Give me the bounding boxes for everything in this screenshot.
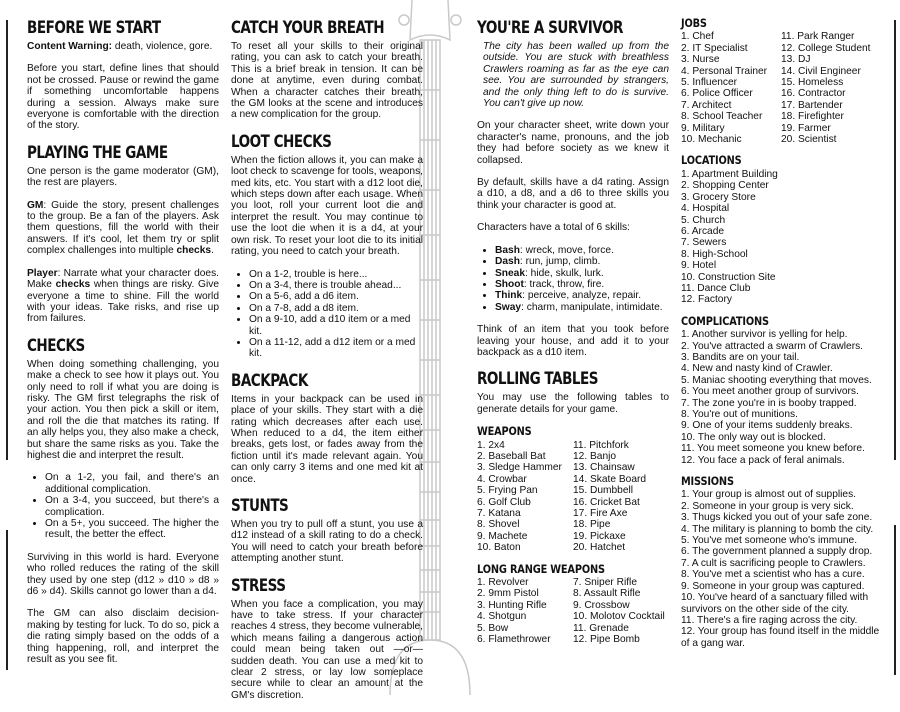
list-item: 8. Assault Rifle: [573, 588, 641, 600]
list-item: 2. Baseball Bat: [477, 450, 546, 462]
list-item: 7. A cult is sacrificing people to Crawlers.: [681, 557, 866, 569]
list-item: • Sway: charm, manipulate, intimidate.: [495, 302, 669, 313]
gm-disclaim-paragraph: The GM can also disclaim decision-making by testing for luck. To do so, pick a die rating simply based on the odds of a thing happening, roll, and interpret the result as you see fit.: [27, 608, 219, 666]
list-item: 4. Crowbar: [477, 473, 527, 485]
right-border: [894, 20, 896, 460]
list-item: 12. Factory: [681, 294, 732, 306]
list-item: • On a 11-12, add a d12 item or a med kit.: [249, 337, 423, 360]
checks-paragraph: When doing something challenging, you make a check to see how it plays out. You only need to roll if what you are doing is risky. The GM first telegraphs the risk of your action. You then pick a skill or item, and roll the die that matches its rating. If an ally helps you, they also make a check, but share the same risks as you. Take the highest die and interpret the result.: [27, 358, 219, 461]
list-item: 6. Arcade: [681, 225, 725, 237]
list-item: • On a 3-4, there is trouble ahead...: [249, 280, 423, 291]
complications-title: COMPLICATIONS: [681, 313, 769, 328]
skills-list: [477, 245, 669, 313]
list-item: 3. Thugs kicked you out of your safe zone.: [681, 512, 873, 524]
player-text-2: when things are risky. Give everyone a time to shine. Fill the world with your ideas. Take risks, and rise up from failures.: [27, 279, 220, 325]
list-item: 9. Machete: [477, 530, 528, 542]
list-item: 1. Revolver: [477, 577, 529, 589]
list-item: 14. Civil Engineer: [781, 65, 861, 77]
list-item: 19. Pickaxe: [573, 530, 626, 542]
list-item: 8. You've met a scientist who has a cure.: [681, 569, 865, 581]
list-item: 19. Farmer: [781, 122, 831, 134]
loot-results-list: [231, 269, 423, 360]
list-item: 11. Dance Club: [681, 282, 751, 294]
missions-list: [681, 489, 881, 649]
list-item: 7. Sewers: [681, 237, 727, 249]
list-item: 12. College Student: [781, 42, 871, 54]
left-border-lower: [6, 530, 8, 670]
list-item: 10. Baton: [477, 542, 521, 554]
stress-title: STRESS: [231, 575, 286, 595]
catch-your-breath-title: CATCH YOUR BREATH: [231, 18, 385, 37]
list-item: • On a 9-10, add a d10 item or a med kit.: [249, 314, 423, 337]
content-warning: [27, 41, 219, 52]
jobs-table: [681, 31, 881, 145]
playing-the-game-title: PLAYING THE GAME: [27, 142, 168, 162]
jobs-title: JOBS: [681, 16, 707, 30]
locations-list: [681, 169, 881, 306]
list-item: 1. Your group is almost out of supplies.: [681, 489, 856, 501]
gm-checks: checks: [176, 245, 212, 257]
rolling-tables-title: ROLLING TABLES: [477, 369, 599, 389]
list-item: • On a 1-2, trouble is here...: [249, 269, 423, 280]
list-item: 9. One of your items suddenly breaks.: [681, 420, 853, 432]
weapons-title: WEAPONS: [477, 424, 532, 439]
list-item: 1. Another survivor is yelling for help.: [681, 329, 848, 341]
right-border-lower: [894, 525, 896, 675]
stunts-paragraph: When you try to pull off a stunt, you use a d12 instead of a skill rating to do a check. You will need to catch your breath before attempting another stunt.: [231, 519, 423, 565]
column-rules: [27, 18, 219, 676]
weapons-table: [477, 440, 669, 554]
list-item: 17. Bartender: [781, 99, 843, 111]
list-item: 2. You've attracted a swarm of Crawlers.: [681, 340, 864, 352]
list-item: • On a 3-4, you succeed, but there's a complication.: [45, 495, 219, 518]
list-item: 6. Golf Club: [477, 496, 531, 508]
list-item: 11. Grenade: [573, 622, 629, 634]
list-item: 1. Chef: [681, 31, 714, 43]
list-item: 3. Bandits are on your tail.: [681, 351, 800, 363]
list-item: 16. Cricket Bat: [573, 496, 640, 508]
player-label: Player: [27, 267, 58, 279]
list-item: • On a 5-6, add a d6 item.: [249, 291, 423, 302]
list-item: 7. Katana: [477, 508, 521, 519]
warning-label: Content Warning:: [27, 41, 113, 52]
player-checks: checks: [55, 279, 91, 291]
long-range-table: [477, 577, 669, 645]
list-item: 11. There's a fire raging across the city.: [681, 614, 858, 626]
list-item: 15. Dumbbell: [573, 485, 634, 497]
list-item: • Shoot: track, throw, fire.: [495, 279, 669, 290]
loot-checks-title: LOOT CHECKS: [231, 131, 332, 151]
long-range-weapons-title: LONG RANGE WEAPONS: [477, 561, 605, 576]
backpack-title: BACKPACK: [231, 370, 308, 390]
list-item: 5. Bow: [477, 622, 509, 634]
list-item: 4. Hospital: [681, 203, 730, 215]
before-paragraph: Before you start, define lines that should not be crossed. Pause or rewind the game if something uncomfortable happens during a session. Always make sure everyone is comfortable with the direction of the story.: [27, 63, 219, 132]
list-item: 5. Influencer: [681, 77, 738, 89]
list-item: 6. The government planned a supply drop.: [681, 546, 873, 558]
list-item: 3. Hunting Rifle: [477, 599, 547, 611]
playing-paragraph: One person is the game moderator (GM), the rest are players.: [27, 165, 219, 189]
stunts-title: STUNTS: [231, 496, 289, 515]
list-item: 15. Homeless: [781, 77, 844, 89]
list-item: 12. Your group has found itself in the middle of a gang war.: [681, 626, 880, 649]
list-item: 6. You meet another group of survivors.: [681, 386, 859, 398]
player-paragraph: [27, 268, 219, 325]
left-border: [6, 20, 8, 460]
column-survivor: [477, 18, 669, 645]
list-item: 12. Banjo: [573, 450, 617, 462]
list-item: 5. Maniac shooting everything that moves.: [681, 374, 872, 386]
player-text: : Narrate what your character does. Make: [27, 267, 219, 291]
list-item: 4. Personal Trainer: [681, 65, 768, 77]
list-item: 10. Molotov Cocktail: [573, 611, 665, 623]
list-item: • On a 7-8, add a d8 item.: [249, 303, 423, 314]
list-item: 8. Shovel: [477, 519, 520, 531]
survivor-title: YOU'RE A SURVIVOR: [477, 18, 623, 37]
loot-paragraph: When the fiction allows it, you can make a loot check to scavenge for tools, weapons, med kits, etc. You start with a d12 loot die, which steps down after each usage. When you loot, roll your current loot die and interpret the result. You may continue to use the loot die when it is a d4, at your own risk. To reset your loot die to its initial rating, you need to catch your breath.: [231, 154, 423, 258]
list-item: 12. You face a pack of feral animals.: [681, 454, 845, 466]
list-item: 1. 2x4: [477, 439, 505, 451]
list-item: 2. 9mm Pistol: [477, 588, 539, 600]
list-item: 2. IT Specialist: [681, 42, 748, 54]
list-item: 20. Scientist: [781, 134, 837, 146]
list-item: • Sneak: hide, skulk, lurk.: [495, 268, 669, 279]
list-item: 8. High-School: [681, 248, 748, 260]
list-item: 2. Someone in your group is very sick.: [681, 500, 854, 512]
sheet-paragraph: On your character sheet, write down your character's name, pronouns, and the job they had before society as we knew it collapsed.: [477, 120, 669, 166]
list-item: 10. Mechanic: [681, 134, 742, 146]
list-item: 20. Hatchet: [573, 542, 626, 554]
list-item: • Think: perceive, analyze, repair.: [495, 290, 669, 301]
checks-title: CHECKS: [27, 335, 85, 355]
list-item: 4. New and nasty kind of Crawler.: [681, 363, 833, 375]
list-item: 3. Nurse: [681, 54, 720, 66]
gm-label: GM: [27, 199, 44, 211]
list-item: 11. Park Ranger: [781, 31, 855, 43]
list-item: 13. DJ: [781, 54, 811, 66]
gm-paragraph: GM: Guide the story, present challenges to the group. Be a fan of the players. Ask them questions, fill the world with their answers. If it's cool, let them try or split complex challenges into multiple checks.: [27, 199, 219, 257]
list-item: 12. Pipe Bomb: [573, 634, 640, 646]
missions-title: MISSIONS: [681, 474, 734, 489]
list-item: 5. Frying Pan: [477, 485, 538, 497]
list-item: 11. You meet someone you knew before.: [681, 443, 865, 455]
before-we-start-title: BEFORE WE START: [27, 18, 161, 37]
list-item: 11. Pitchfork: [573, 439, 629, 451]
list-item: 6. Police Officer: [681, 88, 753, 100]
list-item: 18. Pipe: [573, 519, 611, 531]
list-item: 3. Grocery Store: [681, 191, 756, 203]
list-item: 8. School Teacher: [681, 111, 763, 123]
breath-paragraph: To reset all your skills to their original rating, you can ask to catch your breath. This is a brief break in tension. It can be done at anytime, even during combat. When a character catches their breath, the GM looks at the scene and introduces a new complication for the group.: [231, 41, 423, 121]
list-item: 5. You've met someone who's immune.: [681, 535, 858, 547]
check-results-list: [27, 472, 219, 540]
warning-text: death, violence, gore.: [112, 41, 213, 52]
default-paragraph: By default, skills have a d4 rating. Assign a d10, a d8, and a d6 to three skills you think your character is good at.: [477, 177, 669, 211]
list-item: 17. Fire Axe: [573, 508, 628, 519]
backpack-paragraph: Items in your backpack can be used in place of your skills. They start with a die rating which decreases after each use. When reduced to a d4, the item either breaks, gets lost, or fades away from the fiction until it's made relevant again. You can only carry 3 items and one med kit at once.: [231, 393, 423, 485]
list-item: 9. Hotel: [681, 260, 717, 272]
item-paragraph: Think of an item that you took before leaving your house, and add it to your backpack as a d10 item.: [477, 324, 669, 358]
list-item: • Dash: run, jump, climb.: [495, 256, 669, 267]
list-item: 3. Sledge Hammer: [477, 462, 562, 474]
list-item: • On a 1-2, you fail, and there's an additional complication.: [45, 472, 219, 495]
list-item: 7. Architect: [681, 99, 732, 111]
list-item: 6. Flamethrower: [477, 634, 551, 646]
list-item: 1. Apartment Building: [681, 168, 778, 180]
list-item: 10. You've heard of a sanctuary filled with survivors on the other side of the city.: [681, 592, 869, 615]
gm-text: : Guide the story, present challenges to the group. Be a fan of the players. Ask them questions, fill the world with their answers. If it's cool, let them try or split complex challenges into multiple: [27, 199, 219, 257]
list-item: 9. Someone in your group was captured.: [681, 580, 865, 592]
locations-title: LOCATIONS: [681, 153, 742, 168]
list-item: • On a 5+, you succeed. The higher the result, the better the effect.: [45, 518, 219, 541]
complications-list: [681, 329, 881, 466]
survivor-intro: The city has been walled up from the outside. You are stuck with breathless Crawlers roaming as far as the eye can see. You are surrounded by strangers, and the only thing left to do is survive. You can't give up now.: [483, 41, 669, 110]
rolling-paragraph: You may use the following tables to generate details for your game.: [477, 392, 669, 415]
list-item: 8. You're out of munitions.: [681, 409, 798, 420]
column-tables: [681, 18, 881, 649]
list-item: 14. Skate Board: [573, 473, 647, 485]
list-item: 9. Military: [681, 122, 725, 134]
list-item: 7. The zone you're in is booby trapped.: [681, 397, 857, 409]
list-item: • Bash: wreck, move, force.: [495, 245, 669, 256]
list-item: 5. Church: [681, 214, 726, 226]
surviving-paragraph: Surviving in this world is hard. Everyone who rolled reduces the rating of the skill they used by one step (d12 » d10 » d8 » d6 » d4). Skills cannot go lower than a d4.: [27, 551, 219, 598]
total-paragraph: Characters have a total of 6 skills:: [477, 222, 630, 234]
list-item: 10. Construction Site: [681, 271, 776, 283]
list-item: 2. Shopping Center: [681, 180, 769, 192]
list-item: 9. Crossbow: [573, 599, 630, 611]
column-mechanics: [231, 18, 423, 712]
list-item: 7. Sniper Rifle: [573, 577, 637, 589]
list-item: 10. The only way out is blocked.: [681, 431, 826, 443]
list-item: 13. Chainsaw: [573, 462, 635, 474]
list-item: 16. Contractor: [781, 88, 846, 100]
stress-paragraph: When you face a complication, you may have to take stress. If your character reaches 4 stress, they become vulnerable, which means failing a dangerous action could mean being taken out —or— sudden death. You can use a med kit to clear 2 stress, or lay low someplace secure while to clear an amount at the GM's discretion.: [231, 598, 423, 701]
list-item: 4. The military is planning to bomb the city.: [681, 523, 874, 535]
list-item: 4. Shotgun: [477, 611, 527, 623]
list-item: 18. Firefighter: [781, 111, 844, 123]
